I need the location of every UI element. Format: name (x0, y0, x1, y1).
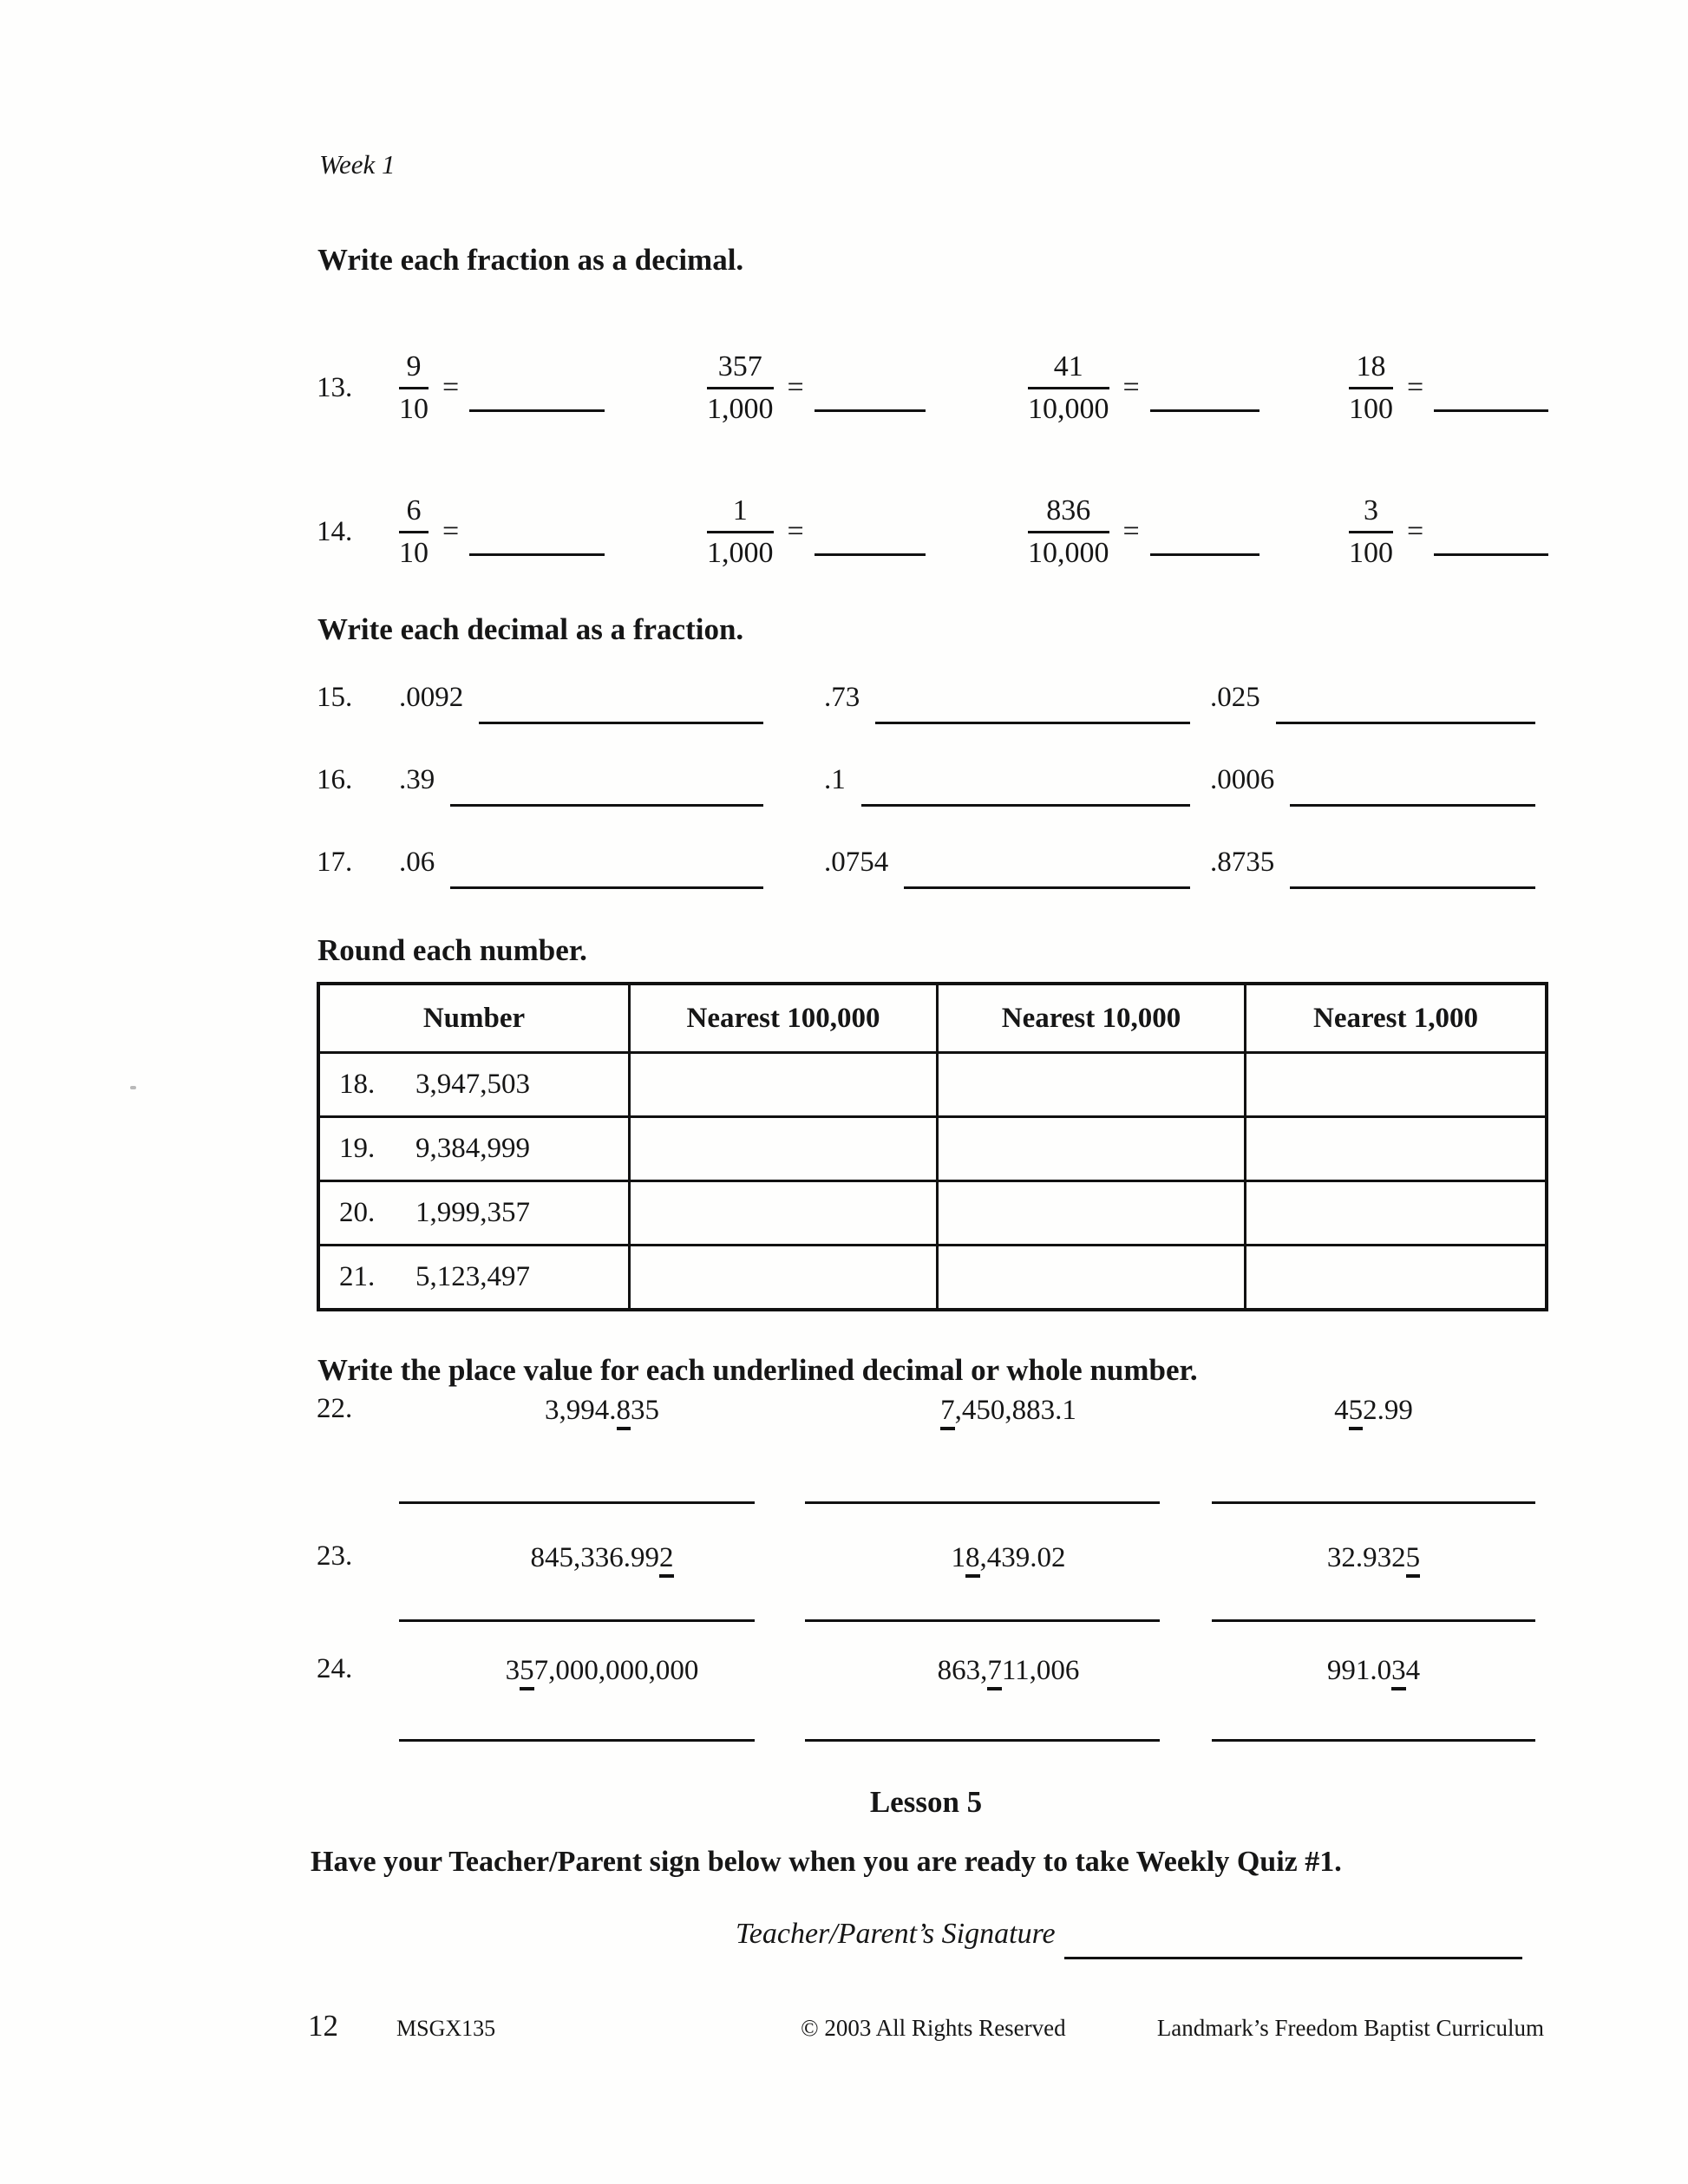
fraction-numerator: 41 (1053, 350, 1083, 383)
column-header-nearest-100000: Nearest 100,000 (630, 984, 938, 1053)
table-row (318, 1117, 1547, 1181)
place-value-number (399, 1393, 805, 1429)
underlined-digit: 5 (1349, 1395, 1364, 1430)
underlined-digit: 7 (940, 1395, 955, 1430)
decimal-value: .73 (824, 682, 860, 713)
digits-after: 2.99 (1363, 1395, 1413, 1426)
decimal-problem (824, 682, 1210, 724)
answer-blank[interactable] (1434, 409, 1548, 412)
question-number: 24. (317, 1653, 353, 1684)
fraction-denominator: 1,000 (707, 392, 774, 425)
fraction (1028, 494, 1109, 569)
week-label: Week 1 (319, 149, 396, 180)
answer-blank[interactable] (469, 409, 605, 412)
place-value-problem (805, 1393, 1212, 1504)
decimal-row-16 (317, 764, 1535, 807)
question-number: 18. (339, 1069, 376, 1100)
question-number: 22. (317, 1393, 353, 1424)
answer-cell[interactable] (630, 1053, 938, 1117)
signature-line[interactable] (1064, 1957, 1522, 1959)
place-value-problem (399, 1653, 805, 1742)
equals-sign: = (442, 515, 460, 547)
answer-cell[interactable] (938, 1053, 1246, 1117)
fraction-problem (1028, 350, 1349, 425)
signature-label: Teacher/Parent’s Signature (736, 1918, 1056, 1950)
underlined-digit: 8 (617, 1395, 631, 1430)
table-row (318, 1181, 1547, 1246)
underlined-digit: 5 (1406, 1542, 1421, 1578)
decimal-value: .06 (399, 847, 435, 878)
column-header-number: Number (318, 984, 630, 1053)
answer-line[interactable] (479, 722, 763, 724)
answer-cell[interactable] (630, 1181, 938, 1246)
question-number: 15. (317, 682, 353, 713)
fraction-row-14 (317, 475, 1548, 588)
fraction-bar (1349, 531, 1393, 533)
decimal-section-heading: Write each decimal as a fraction. (317, 612, 744, 646)
question-number: 19. (339, 1133, 376, 1164)
fraction-bar (1028, 531, 1109, 533)
question-number: 21. (339, 1261, 376, 1292)
signature-instruction: Have your Teacher/Parent sign below when you are ready to take Weekly Quiz #1. (311, 1846, 1342, 1878)
fraction-denominator: 100 (1349, 536, 1393, 569)
equals-sign: = (1122, 371, 1140, 403)
answer-cell[interactable] (1246, 1117, 1547, 1181)
answer-cell[interactable] (1246, 1181, 1547, 1246)
answer-blank[interactable] (815, 553, 926, 556)
place-value-problem (1212, 1653, 1535, 1742)
round-section-heading: Round each number. (317, 933, 587, 967)
place-value-row-24 (317, 1653, 1535, 1742)
fraction-denominator: 10,000 (1028, 536, 1109, 569)
table-row (318, 1246, 1547, 1311)
fraction-numerator: 6 (406, 494, 422, 527)
fraction-problem (1349, 494, 1548, 569)
answer-cell[interactable] (630, 1246, 938, 1311)
place-value-problem (805, 1540, 1212, 1622)
digits-before: 4 (1334, 1395, 1349, 1426)
page-number: 12 (308, 2009, 338, 2043)
answer-line[interactable] (904, 886, 1190, 889)
fraction-problem (707, 350, 1028, 425)
answer-blank[interactable] (815, 409, 926, 412)
answer-cell[interactable] (1246, 1053, 1547, 1117)
signature-block (736, 1917, 1522, 1952)
answer-line[interactable] (875, 722, 1190, 724)
place-value-number (1212, 1653, 1535, 1689)
answer-blank[interactable] (1150, 409, 1259, 412)
place-value-number (1212, 1540, 1535, 1576)
equals-sign: = (1122, 515, 1140, 547)
digits-before: 3 (505, 1655, 520, 1686)
answer-line[interactable] (1212, 1501, 1535, 1504)
question-number: 23. (317, 1540, 353, 1572)
place-value-number (805, 1540, 1212, 1576)
question-number: 14. (317, 515, 353, 547)
number-cell (318, 1181, 630, 1246)
underlined-digit: 3 (1391, 1655, 1406, 1690)
underlined-digit: 2 (659, 1542, 674, 1578)
underlined-digit: 7 (987, 1655, 1002, 1690)
answer-line[interactable] (399, 1501, 755, 1504)
answer-cell[interactable] (630, 1117, 938, 1181)
decimal-problem (1210, 682, 1535, 724)
column-header-nearest-10000: Nearest 10,000 (938, 984, 1246, 1053)
decimal-value: .39 (399, 764, 435, 795)
table-header-row (318, 984, 1547, 1053)
fraction-denominator: 10,000 (1028, 392, 1109, 425)
decimal-problem (824, 764, 1210, 807)
answer-line[interactable] (1290, 804, 1535, 807)
page-footer (308, 2009, 1544, 2043)
answer-line[interactable] (805, 1739, 1160, 1742)
place-value-number (399, 1540, 805, 1576)
fraction-row-13 (317, 331, 1548, 444)
fraction-bar (1028, 387, 1109, 389)
answer-line[interactable] (450, 886, 763, 889)
fraction-bar (399, 531, 429, 533)
decimal-row-17 (317, 847, 1535, 889)
fraction-bar (399, 387, 429, 389)
fraction-numerator: 3 (1364, 494, 1378, 527)
answer-line[interactable] (399, 1739, 755, 1742)
fraction (707, 350, 774, 425)
equals-sign: = (1407, 371, 1424, 403)
decimal-problem (399, 847, 824, 889)
place-value-problem (399, 1393, 805, 1504)
place-value-number (805, 1393, 1212, 1429)
answer-line[interactable] (805, 1619, 1160, 1622)
decimal-problem (1210, 847, 1535, 889)
column-header-nearest-1000: Nearest 1,000 (1246, 984, 1547, 1053)
place-value-problem (1212, 1393, 1535, 1504)
equals-sign: = (787, 371, 804, 403)
digits-after: 7,000,000,000 (533, 1655, 699, 1686)
place-value-row-23 (317, 1540, 1535, 1622)
copyright-notice: © 2003 All Rights Reserved (801, 2015, 1066, 2041)
digits-before: 32.932 (1326, 1542, 1406, 1573)
digits-before: 3,994. (545, 1395, 617, 1426)
decimal-problem (824, 847, 1210, 889)
question-number: 13. (317, 371, 353, 403)
number-value: 9,384,999 (415, 1133, 530, 1164)
number-cell (318, 1117, 630, 1181)
decimal-value: .8735 (1210, 847, 1275, 878)
fraction-problem (1349, 350, 1548, 425)
question-number: 17. (317, 847, 353, 878)
fraction-problem (707, 494, 1028, 569)
fraction-bar (1349, 387, 1393, 389)
decimal-value: .1 (824, 764, 846, 795)
publisher-name: Landmark’s Freedom Baptist Curriculum (1156, 2015, 1544, 2041)
place-value-number (805, 1653, 1212, 1689)
answer-line[interactable] (1212, 1739, 1535, 1742)
answer-line[interactable] (1276, 722, 1535, 724)
fraction-problem (399, 494, 707, 569)
place-value-problem (1212, 1540, 1535, 1622)
answer-blank[interactable] (469, 553, 605, 556)
place-value-section-heading: Write the place value for each underlined decimal or whole number. (317, 1353, 1198, 1387)
digits-after: 35 (631, 1395, 659, 1426)
underlined-digit: 8 (965, 1542, 980, 1578)
place-value-number (399, 1653, 805, 1689)
decimal-problem (399, 764, 824, 807)
digits-before: 845,336.99 (530, 1542, 659, 1573)
place-value-number (1212, 1393, 1535, 1429)
digits-after: 11,006 (1001, 1655, 1080, 1686)
digits-after: ,450,883.1 (954, 1395, 1076, 1426)
decimal-problem (1210, 764, 1535, 807)
fraction-numerator: 18 (1356, 350, 1386, 383)
digits-before: 863, (937, 1655, 988, 1686)
fraction-problem (1028, 494, 1349, 569)
rounding-table (317, 982, 1548, 1311)
fraction-numerator: 357 (717, 350, 762, 383)
fraction-denominator: 1,000 (707, 536, 774, 569)
answer-line[interactable] (399, 1619, 755, 1622)
scan-artifact (130, 1086, 136, 1089)
digits-before: 1 (951, 1542, 965, 1573)
lesson-heading: Lesson 5 (869, 1785, 983, 1819)
answer-blank[interactable] (1150, 553, 1259, 556)
curriculum-code: MSGX135 (396, 2016, 496, 2041)
question-number: 20. (339, 1197, 376, 1228)
fraction-numerator: 1 (732, 494, 748, 527)
decimal-value: .0754 (824, 847, 889, 878)
answer-line[interactable] (1212, 1619, 1535, 1622)
answer-cell[interactable] (1246, 1246, 1547, 1311)
fraction-numerator: 836 (1046, 494, 1091, 527)
answer-line[interactable] (1290, 886, 1535, 889)
decimal-value: .0006 (1210, 764, 1275, 795)
answer-cell[interactable] (938, 1181, 1246, 1246)
decimal-value: .0092 (399, 682, 464, 713)
underlined-digit: 5 (520, 1655, 534, 1690)
decimal-value: .025 (1210, 682, 1260, 713)
number-cell (318, 1246, 630, 1311)
answer-line[interactable] (805, 1501, 1160, 1504)
number-value: 3,947,503 (415, 1069, 530, 1100)
digits-before: 991.0 (1326, 1655, 1392, 1686)
table-row (318, 1053, 1547, 1117)
equals-sign: = (787, 515, 804, 547)
answer-cell[interactable] (938, 1117, 1246, 1181)
fraction-numerator: 9 (406, 350, 422, 383)
equals-sign: = (442, 371, 460, 403)
answer-line[interactable] (861, 804, 1190, 807)
question-number: 16. (317, 764, 353, 795)
answer-blank[interactable] (1434, 553, 1548, 556)
digits-after: ,439.02 (979, 1542, 1066, 1573)
answer-line[interactable] (450, 804, 763, 807)
decimal-problem (399, 682, 824, 724)
fraction (1028, 350, 1109, 425)
number-value: 5,123,497 (415, 1261, 530, 1292)
fraction-denominator: 10 (399, 392, 429, 425)
number-value: 1,999,357 (415, 1197, 530, 1228)
fraction-problem (399, 350, 707, 425)
fraction (1349, 350, 1393, 425)
fraction-bar (707, 387, 774, 389)
equals-sign: = (1407, 515, 1424, 547)
fraction-denominator: 100 (1349, 392, 1393, 425)
number-cell (318, 1053, 630, 1117)
fraction (399, 494, 429, 569)
fraction (707, 494, 774, 569)
fraction (1349, 494, 1393, 569)
place-value-problem (805, 1653, 1212, 1742)
fraction-denominator: 10 (399, 536, 429, 569)
place-value-row-22 (317, 1393, 1535, 1504)
answer-cell[interactable] (938, 1246, 1246, 1311)
fraction (399, 350, 429, 425)
digits-after: 4 (1405, 1655, 1421, 1686)
place-value-problem (399, 1540, 805, 1622)
fraction-bar (707, 531, 774, 533)
decimal-row-15 (317, 682, 1535, 724)
fraction-section-heading: Write each fraction as a decimal. (317, 243, 744, 277)
